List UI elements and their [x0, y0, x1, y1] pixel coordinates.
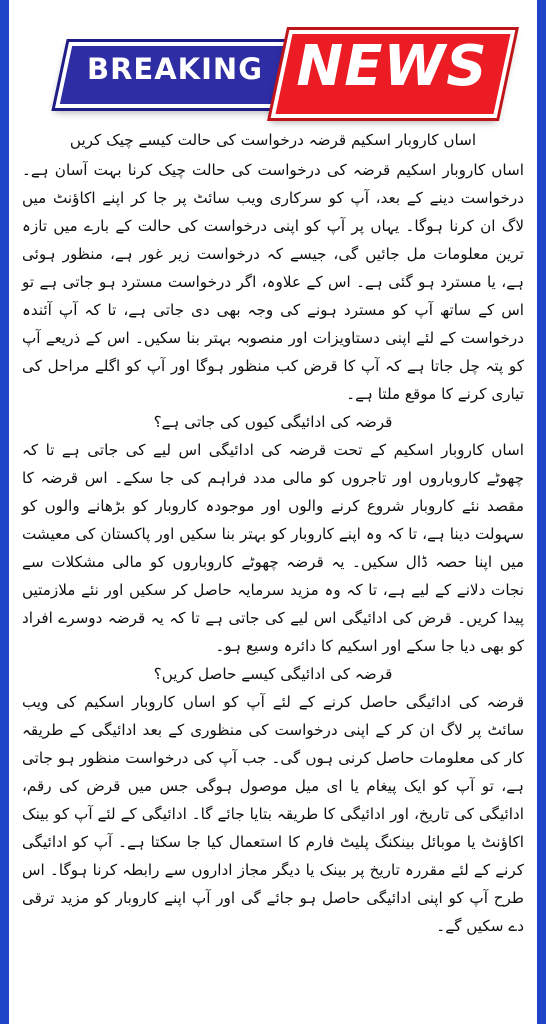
paragraph-how-to-get: قرضہ کی ادائیگی حاصل کرنے کے لئے آپ کو اساں کاروبار اسکیم کی ویب سائٹ پر لاگ ان کر کے اپنی درخواست کی منظوری کے بعد ادائیگی کے طریقہ کار کی معلومات حاصل کرنی ہوں گی۔ جب آپ کی درخواست منظور ہو جاتی ہے، تو آپ کو ایک پیغام یا ای میل موصول ہوگی جس میں قرض کی رقم، ادائیگی کی تاریخ، اور ادائیگی کا طریقہ بتایا جائے گا۔ ادائیگی کے لئے آپ کو بینک اکاؤنٹ یا موبائل بینکنگ پلیٹ فارم کا استعمال کیا جا سکتا ہے۔ آپ کو ادائیگی کرنے کے لئے مقررہ تاریخ پر بینک یا دیگر مجاز اداروں سے رابطہ کرنا ہوگا۔ اس طرح آپ کو اپنی ادائیگی حاصل ہو جائے گی اور آپ اپنے کاروبار کو مزید ترقی دے سکیں گے۔ — [22, 693, 524, 935]
breaking-label: BREAKING — [86, 52, 264, 86]
left-frame-border — [0, 0, 9, 1024]
paragraph-status-check: اساں کاروبار اسکیم قرضہ کی درخواست کی حالت چیک کرنا بہت آسان ہے۔ درخواست دینے کے بعد، آپ کو سرکاری ویب سائٹ پر جا کر اپنے اکاؤنٹ میں لاگ ان کرنا ہوگا۔ یہاں پر آپ کو اپنی درخواست کی حالت کے بارے میں تازہ ترین معلومات مل جائیں گی، جیسے کہ درخواست زیر غور ہے، منظور ہوئی ہے، یا مسترد ہو گئی ہے۔ اس کے علاوہ، اگر درخواست مسترد ہو جاتی ہے تو اس کے ساتھ آپ کو مسترد ہونے کی وجہ بھی دی جاتی ہے، تا کہ آپ آئندہ درخواست کے لئے اپنی دستاویزات اور منصوبہ بہتر بنا سکیں۔ اس کے ذریعے آپ کو پتہ چل جاتا ہے کہ آپ کا قرض کب منظور ہوگا اور آپ کو اگلے مراحل کی تیاری کرنے کا موقع ملتا ہے۔ — [22, 161, 524, 403]
right-frame-border — [537, 0, 546, 1024]
article-title: اساں کاروبار اسکیم قرضہ درخواست کی حالت کیسے چیک کریں — [69, 131, 477, 149]
article-body — [22, 126, 524, 940]
breaking-news-banner — [0, 14, 546, 122]
heading-why-repayment: قرضہ کی ادائیگی کیوں کی جاتی ہے؟ — [153, 413, 393, 431]
news-label: NEWS — [296, 34, 488, 99]
paragraph-why-repayment: اساں کاروبار اسکیم کے تحت قرضہ کی ادائیگی اس لیے کی جاتی ہے تا کہ چھوٹے کاروباروں اور تاجروں کو مالی مدد فراہم کی جا سکے۔ اس قرضہ کا مقصد نئے کاروبار شروع کرنے والوں اور موجودہ کاروبار کو بڑھانے والوں کو سہولت دینا ہے، تا کہ وہ اپنے کاروبار کو بہتر بنا سکیں اور پاکستان کی معیشت میں اپنا حصہ ڈال سکیں۔ یہ قرضہ چھوٹے کاروباروں کو مالی مشکلات سے نجات دلانے کے لیے ہے، تا کہ وہ مزید سرمایہ حاصل کر سکیں اور نئے ملازمتیں پیدا کریں۔ قرض کی ادائیگی اس لیے کی جاتی ہے تا کہ یہ قرضہ دوسرے افراد کو بھی دیا جا سکے اور اسکیم کا دائرہ وسیع ہو۔ — [22, 441, 524, 655]
heading-how-to-get: قرضہ کی ادائیگی کیسے حاصل کریں؟ — [153, 665, 393, 683]
